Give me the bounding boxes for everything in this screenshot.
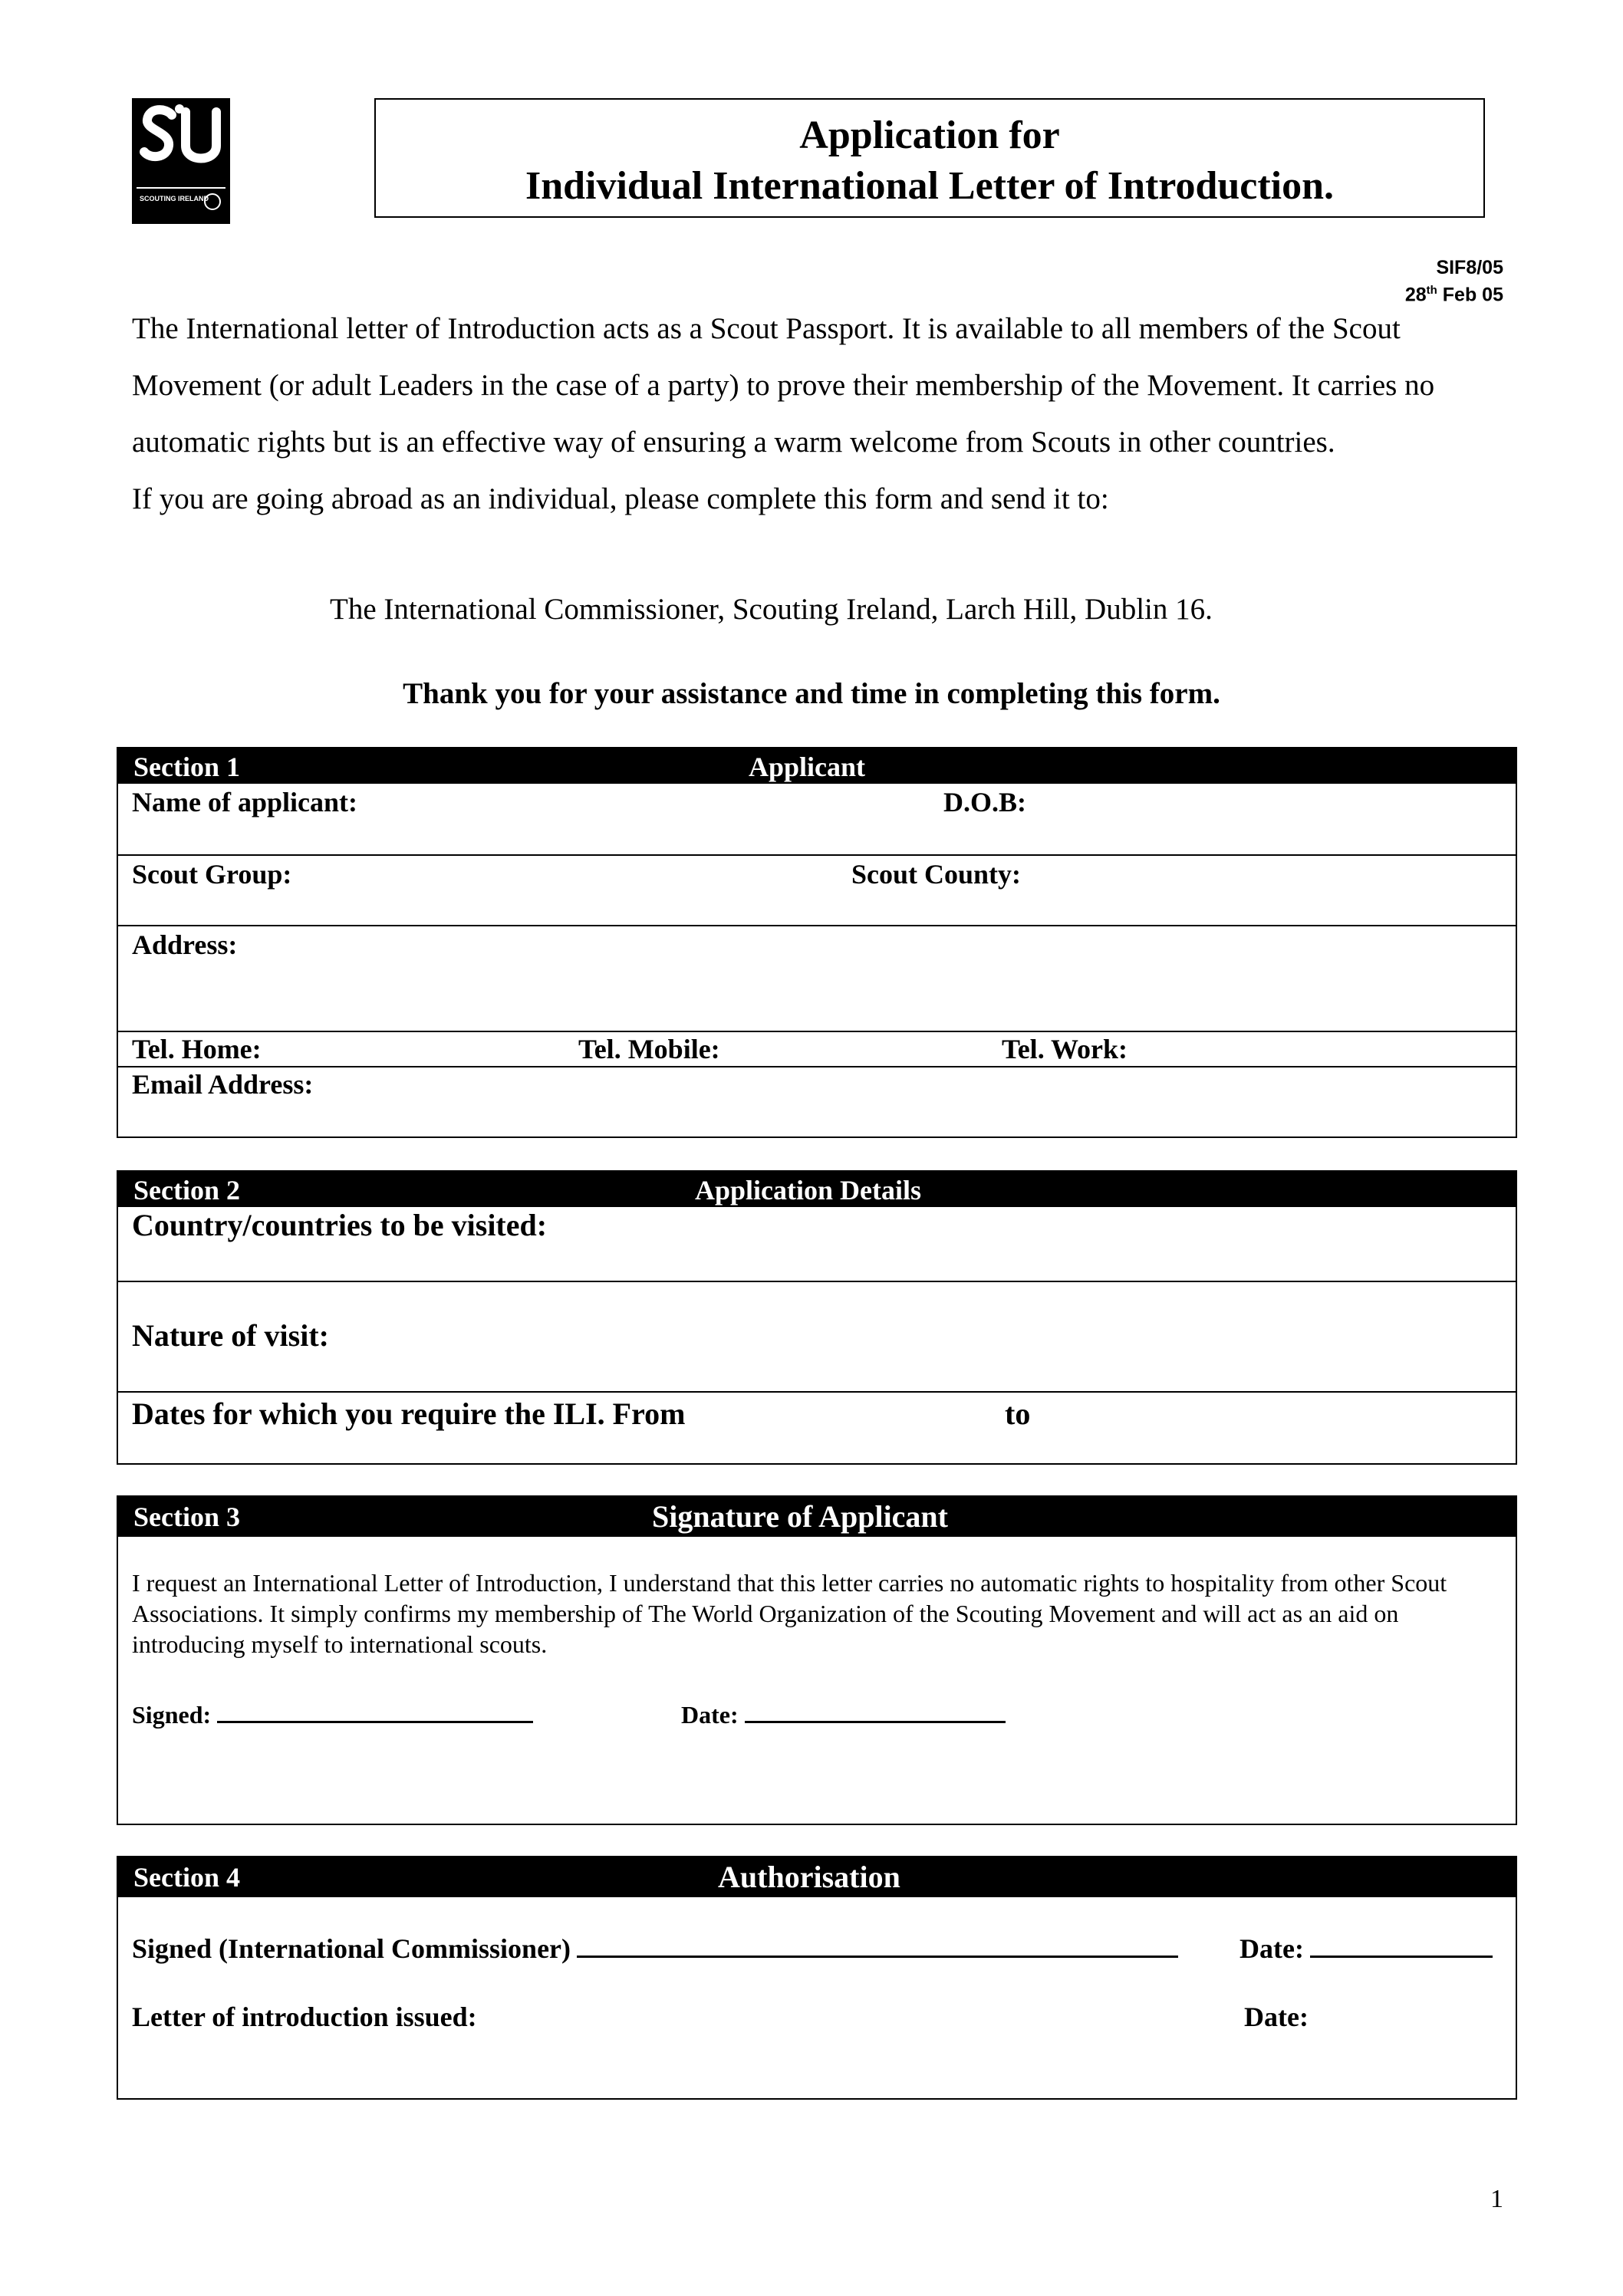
tel-home-label: Tel. Home:	[132, 1034, 262, 1064]
countries-label: Country/countries to be visited:	[132, 1208, 548, 1242]
intro-text	[132, 301, 1505, 528]
group-county-row[interactable]	[118, 854, 1516, 925]
section-title: Authorisation	[718, 1860, 900, 1894]
nature-label: Nature of visit:	[132, 1318, 329, 1353]
to-label: to	[1005, 1396, 1031, 1431]
commissioner-date-field[interactable]	[1239, 1929, 1493, 1965]
signed-label: Signed:	[132, 1701, 212, 1729]
nature-row[interactable]	[118, 1281, 1516, 1391]
section-4-header	[118, 1857, 1516, 1897]
dates-label: Dates for which you require the ILI. From	[132, 1396, 686, 1431]
commissioner-signature-line[interactable]	[577, 1929, 1178, 1958]
title-box	[374, 98, 1485, 218]
dob-label: D.O.B:	[943, 787, 1026, 817]
issued-date-field[interactable]	[1244, 2000, 1309, 2034]
send-to-address: The International Commissioner, Scouting Ireland, Larch Hill, Dublin 16.	[330, 593, 1213, 626]
section-1-applicant	[117, 747, 1517, 1138]
section-3-signature	[117, 1495, 1517, 1825]
su-logo-mark-icon	[132, 98, 230, 181]
name-dob-row[interactable]	[118, 784, 1516, 854]
section-number: Section 3	[133, 1502, 240, 1532]
issued-date-label: Date:	[1244, 2002, 1309, 2032]
page-number: 1	[1490, 2185, 1503, 2213]
commissioner-signed-field[interactable]	[132, 1929, 1178, 1965]
section-3-header	[118, 1497, 1516, 1537]
section-number: Section 2	[133, 1175, 240, 1206]
tel-mobile-label: Tel. Mobile:	[578, 1034, 720, 1064]
section-1-header	[118, 748, 1516, 784]
address-row[interactable]	[118, 925, 1516, 1031]
email-row[interactable]	[118, 1066, 1516, 1136]
date-line[interactable]	[745, 1698, 1006, 1723]
section-number: Section 4	[133, 1862, 240, 1893]
scout-group-label: Scout Group:	[132, 859, 292, 890]
commissioner-signed-label: Signed (International Commissioner)	[132, 1933, 571, 1964]
fleur-de-lis-icon	[204, 193, 221, 210]
doc-date: 28th Feb 05	[1404, 284, 1503, 306]
title-line-1: Application for	[799, 113, 1060, 157]
section-title: Signature of Applicant	[652, 1499, 948, 1534]
title-line-2: Individual International Letter of Introduction.	[525, 164, 1335, 208]
section-number: Section 1	[133, 752, 240, 782]
name-label: Name of applicant:	[132, 787, 357, 817]
letter-issued-field[interactable]	[132, 2000, 477, 2034]
commissioner-date-line[interactable]	[1310, 1929, 1493, 1958]
tel-work-label: Tel. Work:	[1002, 1034, 1128, 1064]
section-4-authorisation	[117, 1856, 1517, 2100]
document-reference	[1405, 256, 1503, 306]
section-2-application-details	[117, 1170, 1517, 1465]
thank-you-note: Thank you for your assistance and time in completing this form.	[403, 677, 1220, 710]
section-2-header	[118, 1172, 1516, 1207]
commissioner-date-label: Date:	[1239, 1933, 1304, 1964]
applicant-date-field[interactable]	[681, 1698, 1006, 1730]
letter-issued-label: Letter of introduction issued:	[132, 2002, 477, 2032]
intro-paragraph-1: The International letter of Introduction acts as a Scout Passport. It is available to all members of the Scout Movement (or adult Leaders in the case of a party) to prove their membership of the Movement. It carries no automatic rights but is an effective way of ensuring a warm welcome from Scouts in other countries.	[132, 312, 1435, 459]
doc-code: SIF8/05	[1436, 257, 1503, 278]
intro-paragraph-2: If you are going abroad as an individual, please complete this form and send it to:	[132, 482, 1109, 515]
scout-county-label: Scout County:	[851, 859, 1022, 890]
telephone-row[interactable]	[118, 1031, 1516, 1066]
dates-row[interactable]	[118, 1391, 1516, 1463]
address-label: Address:	[132, 929, 238, 960]
countries-row[interactable]	[118, 1207, 1516, 1281]
applicant-signed-field[interactable]	[132, 1698, 533, 1730]
email-label: Email Address:	[132, 1069, 314, 1100]
declaration-text: I request an International Letter of Introduction, I understand that this letter carries no automatic rights to hospitality from other Scout Associations. It simply confirms my membership of The World Organization of the Scouting Movement and will act as an aid on introducing myself to international scouts.	[132, 1569, 1447, 1658]
section-title: Applicant	[749, 752, 866, 782]
logo-brand-text: SCOUTING IRELAND	[140, 195, 209, 202]
scouting-ireland-logo	[132, 98, 230, 224]
signature-line[interactable]	[217, 1698, 533, 1723]
logo-brand-strip	[137, 187, 226, 216]
section-title: Application Details	[695, 1175, 922, 1206]
date-label: Date:	[681, 1701, 739, 1729]
